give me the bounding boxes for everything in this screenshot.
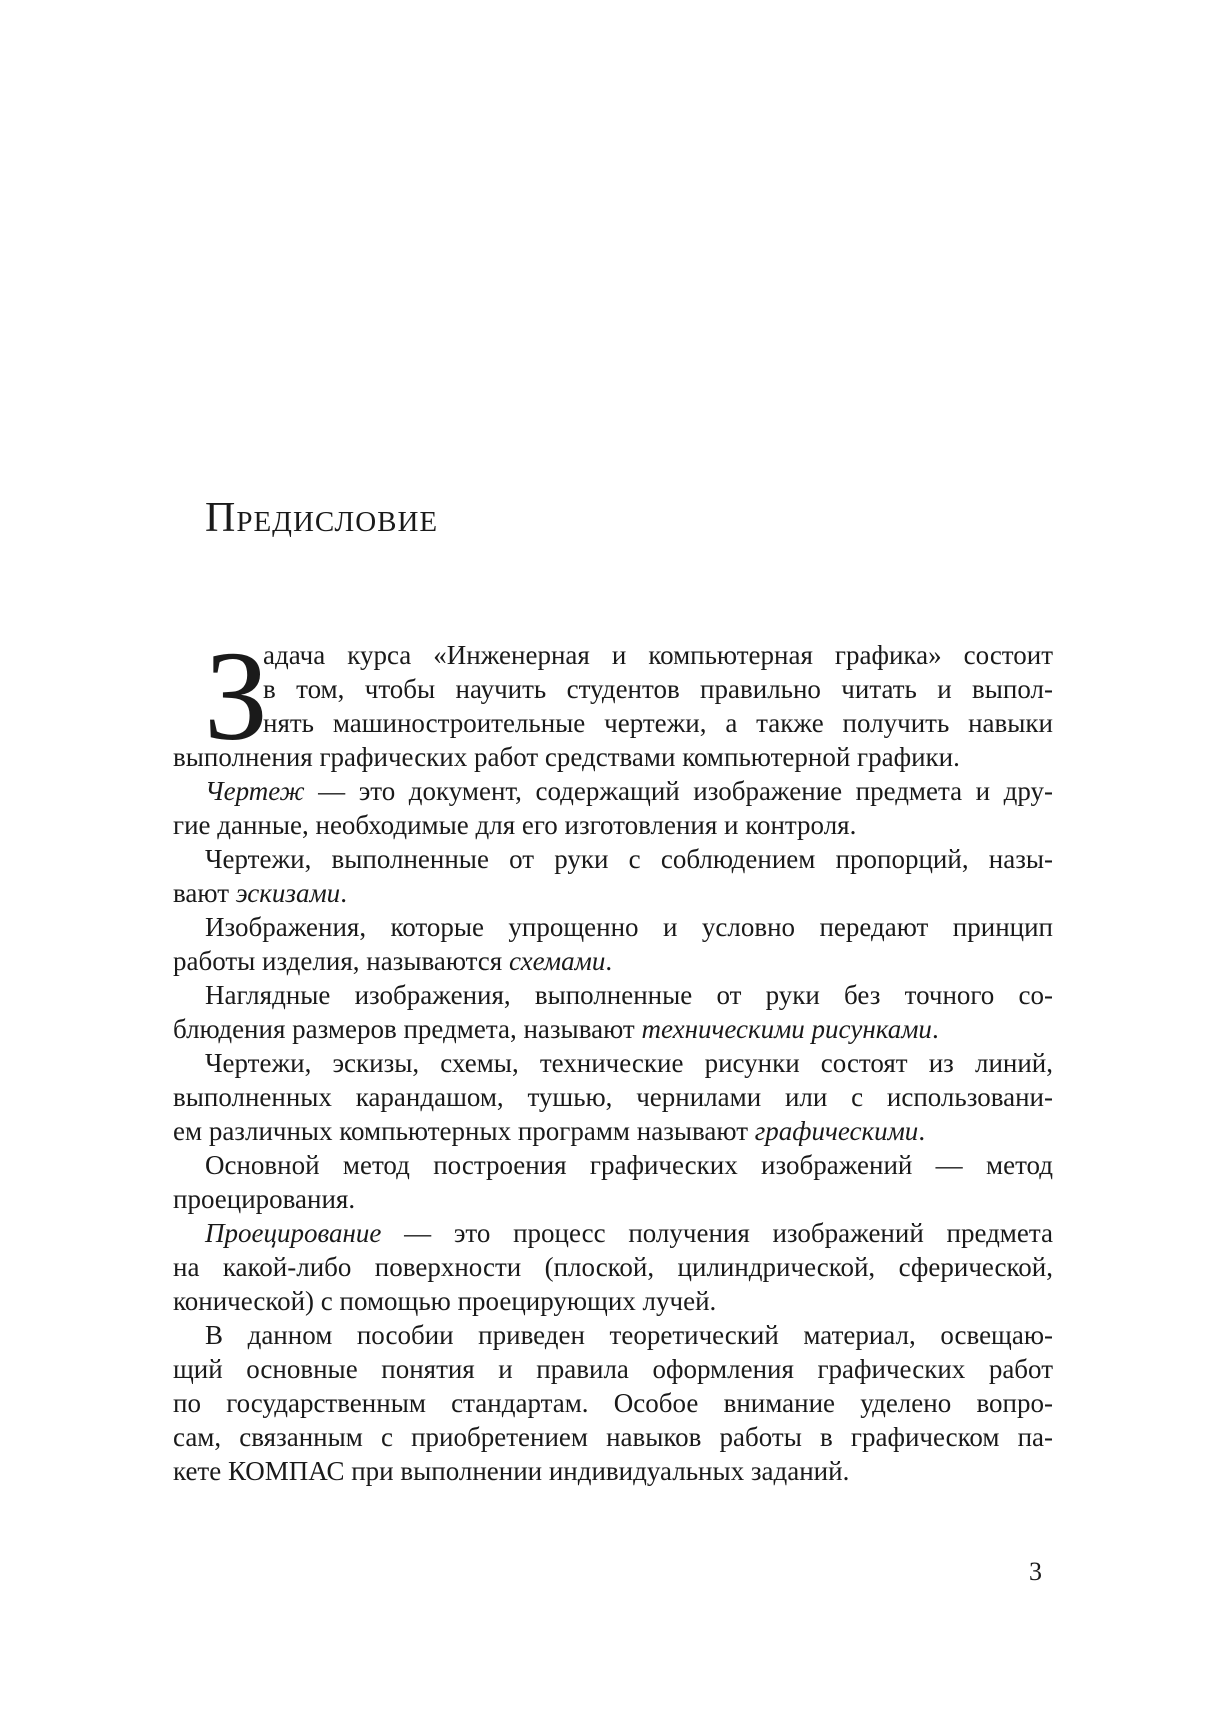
text-line: щий основные понятия и правила оформления графических работ bbox=[173, 1354, 1053, 1384]
paragraph-schemes: Изображения, которые упрощенно и условно передают принцип работы изделия, называются схемами. bbox=[173, 912, 1053, 976]
page-number: 3 bbox=[1029, 1557, 1042, 1586]
paragraph-manual-content bbox=[173, 1318, 1053, 1488]
term: техническими рисунками bbox=[641, 1014, 932, 1044]
term: схемами bbox=[508, 946, 606, 976]
text-line: проецирования. bbox=[173, 1184, 356, 1214]
text-line: нять машиностроительные чертежи, а также получить навыки bbox=[263, 708, 1053, 738]
text-line: кете КОМПАС при выполнении индивидуальных заданий. bbox=[173, 1456, 850, 1486]
page-title: Предисловие bbox=[205, 495, 439, 541]
text-line: конической) с помощью проецирующих лучей. bbox=[173, 1286, 717, 1316]
text-line: Изображения, которые упрощенно и условно передают принцип bbox=[205, 912, 1053, 942]
text-line: сам, связанным с приобретением навыков работы в графическом па- bbox=[173, 1422, 1053, 1452]
text-line: Наглядные изображения, выполненные от руки без точного со- bbox=[205, 980, 1053, 1010]
term: Проецирование bbox=[205, 1218, 382, 1248]
text-line: выполнения графических работ средствами компьютерной графики. bbox=[173, 742, 960, 772]
text-line: адача курса «Инженерная и компьютерная графика» состоит bbox=[263, 640, 1053, 670]
paragraph-projection: Проецирование — это процесс получения изображений предмета на какой-либо поверхности (плоской, цилиндрической, сферической, конической) с помощью проецирующих лучей. bbox=[173, 1218, 1053, 1316]
text-line: в том, чтобы научить студентов правильно читать и выпол- bbox=[263, 674, 1053, 704]
text-line: Чертежи, выполненные от руки с соблюдением пропорций, назы- bbox=[205, 844, 1053, 874]
drop-cap: З bbox=[204, 625, 269, 767]
paragraph-sketches: Чертежи, выполненные от руки с соблюдением пропорций, назы- вают эскизами. bbox=[173, 844, 1053, 908]
text-line: гие данные, необходимые для его изготовления и контроля. bbox=[173, 810, 857, 840]
intro-paragraph bbox=[173, 625, 1053, 774]
text-line: В данном пособии приведен теоретический материал, освещаю- bbox=[205, 1320, 1053, 1350]
paragraph-drawing-definition: Чертеж — это документ, содержащий изображение предмета и дру- гие данные, необходимые для его изготовления и контроля. bbox=[173, 776, 1053, 840]
text-line: выполненных карандашом, тушью, чернилами или с использовани- bbox=[173, 1082, 1053, 1112]
text-line: Чертежи, эскизы, схемы, технические рисунки состоят из линий, bbox=[205, 1048, 1053, 1078]
term: Чертеж bbox=[205, 776, 305, 806]
text-line: Основной метод построения графических изображений — метод bbox=[205, 1150, 1053, 1180]
text-line: на какой-либо поверхности (плоской, цилиндрической, сферической, bbox=[173, 1252, 1053, 1282]
paragraph-technical-drawings: Наглядные изображения, выполненные от руки без точного со- блюдения размеров предмета, называют техническими рисунками. bbox=[173, 980, 1053, 1044]
term: графическими bbox=[754, 1116, 919, 1146]
paragraph-graphic-works: Чертежи, эскизы, схемы, технические рисунки состоят из линий, выполненных карандашом, тушью, чернилами или с использовани- ем различных компьютерных программ называют графическими. bbox=[173, 1048, 1053, 1146]
term: эскизами bbox=[235, 878, 341, 908]
text-line: по государственным стандартам. Особое внимание уделено вопро- bbox=[173, 1388, 1053, 1418]
paragraph-main-method bbox=[173, 1148, 1053, 1216]
preface-text bbox=[173, 625, 1053, 1488]
